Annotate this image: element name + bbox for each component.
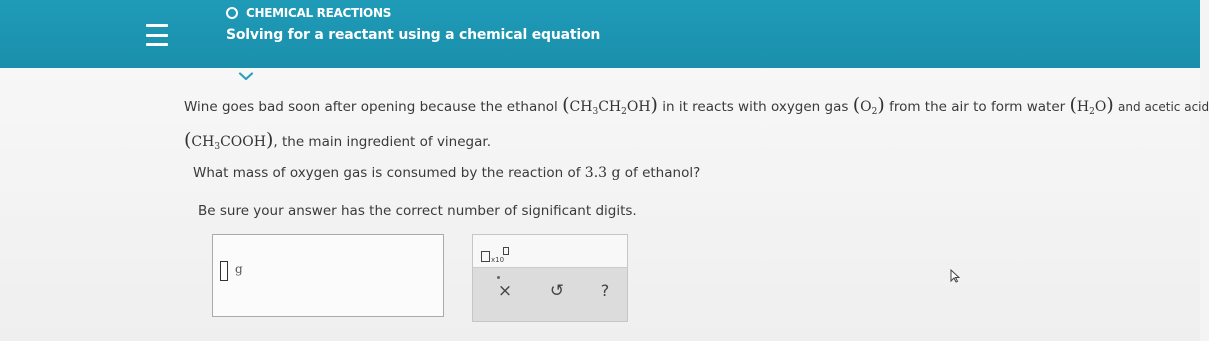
math-tool-panel	[472, 234, 628, 322]
mantissa-box-icon	[481, 251, 490, 262]
exponent-box-icon	[503, 247, 509, 255]
exponent-label: x10	[491, 256, 505, 264]
collapse-toggle[interactable]	[232, 68, 260, 84]
help-button[interactable]: ?	[600, 281, 610, 300]
topic-label: CHEMICAL REACTIONS	[246, 6, 392, 20]
problem-line-1	[184, 94, 1209, 116]
ethanol-formula: $(CH_3CH_2OH)$	[562, 94, 658, 117]
chevron-down-icon	[238, 72, 254, 81]
oxygen-formula: $(O_2)$	[852, 94, 885, 117]
question-value: 3.3 g	[584, 165, 621, 181]
question-line	[193, 165, 700, 181]
question-text-b: of ethanol?	[624, 165, 701, 181]
page-title: Solving for a reactant using a chemical equation	[226, 27, 601, 43]
clear-button[interactable]: ×	[497, 281, 513, 301]
problem-text-1d: and acetic acid	[1118, 100, 1209, 114]
header-bar	[0, 0, 1200, 68]
answer-unit: g	[235, 262, 243, 276]
problem-line-2	[184, 129, 491, 151]
question-text-a: What mass of oxygen gas is consumed by the reaction of	[193, 165, 581, 181]
mouse-pointer-icon	[950, 268, 960, 287]
topic-circle-icon	[226, 7, 238, 19]
topic-row	[226, 6, 391, 20]
scientific-notation-button[interactable]	[481, 247, 511, 265]
menu-icon[interactable]	[146, 24, 168, 46]
input-cursor-box[interactable]	[220, 261, 228, 281]
problem-text-1c: from the air to form water	[889, 99, 1066, 115]
tool-panel-top	[473, 235, 627, 268]
problem-text-1b: in it reacts with oxygen gas	[662, 99, 849, 115]
problem-text-2: , the main ingredient of vinegar.	[273, 134, 491, 150]
instruction-line: Be sure your answer has the correct number of significant digits.	[198, 203, 637, 219]
acetic-acid-formula: $(CH_3COOH)$	[184, 129, 274, 152]
water-formula: $(H_2O)$	[1069, 94, 1114, 117]
answer-input[interactable]	[212, 234, 444, 317]
problem-text-1a: Wine goes bad soon after opening because the ethanol	[184, 99, 558, 115]
separator-dot	[497, 276, 500, 279]
undo-button[interactable]: ↺	[549, 281, 565, 301]
